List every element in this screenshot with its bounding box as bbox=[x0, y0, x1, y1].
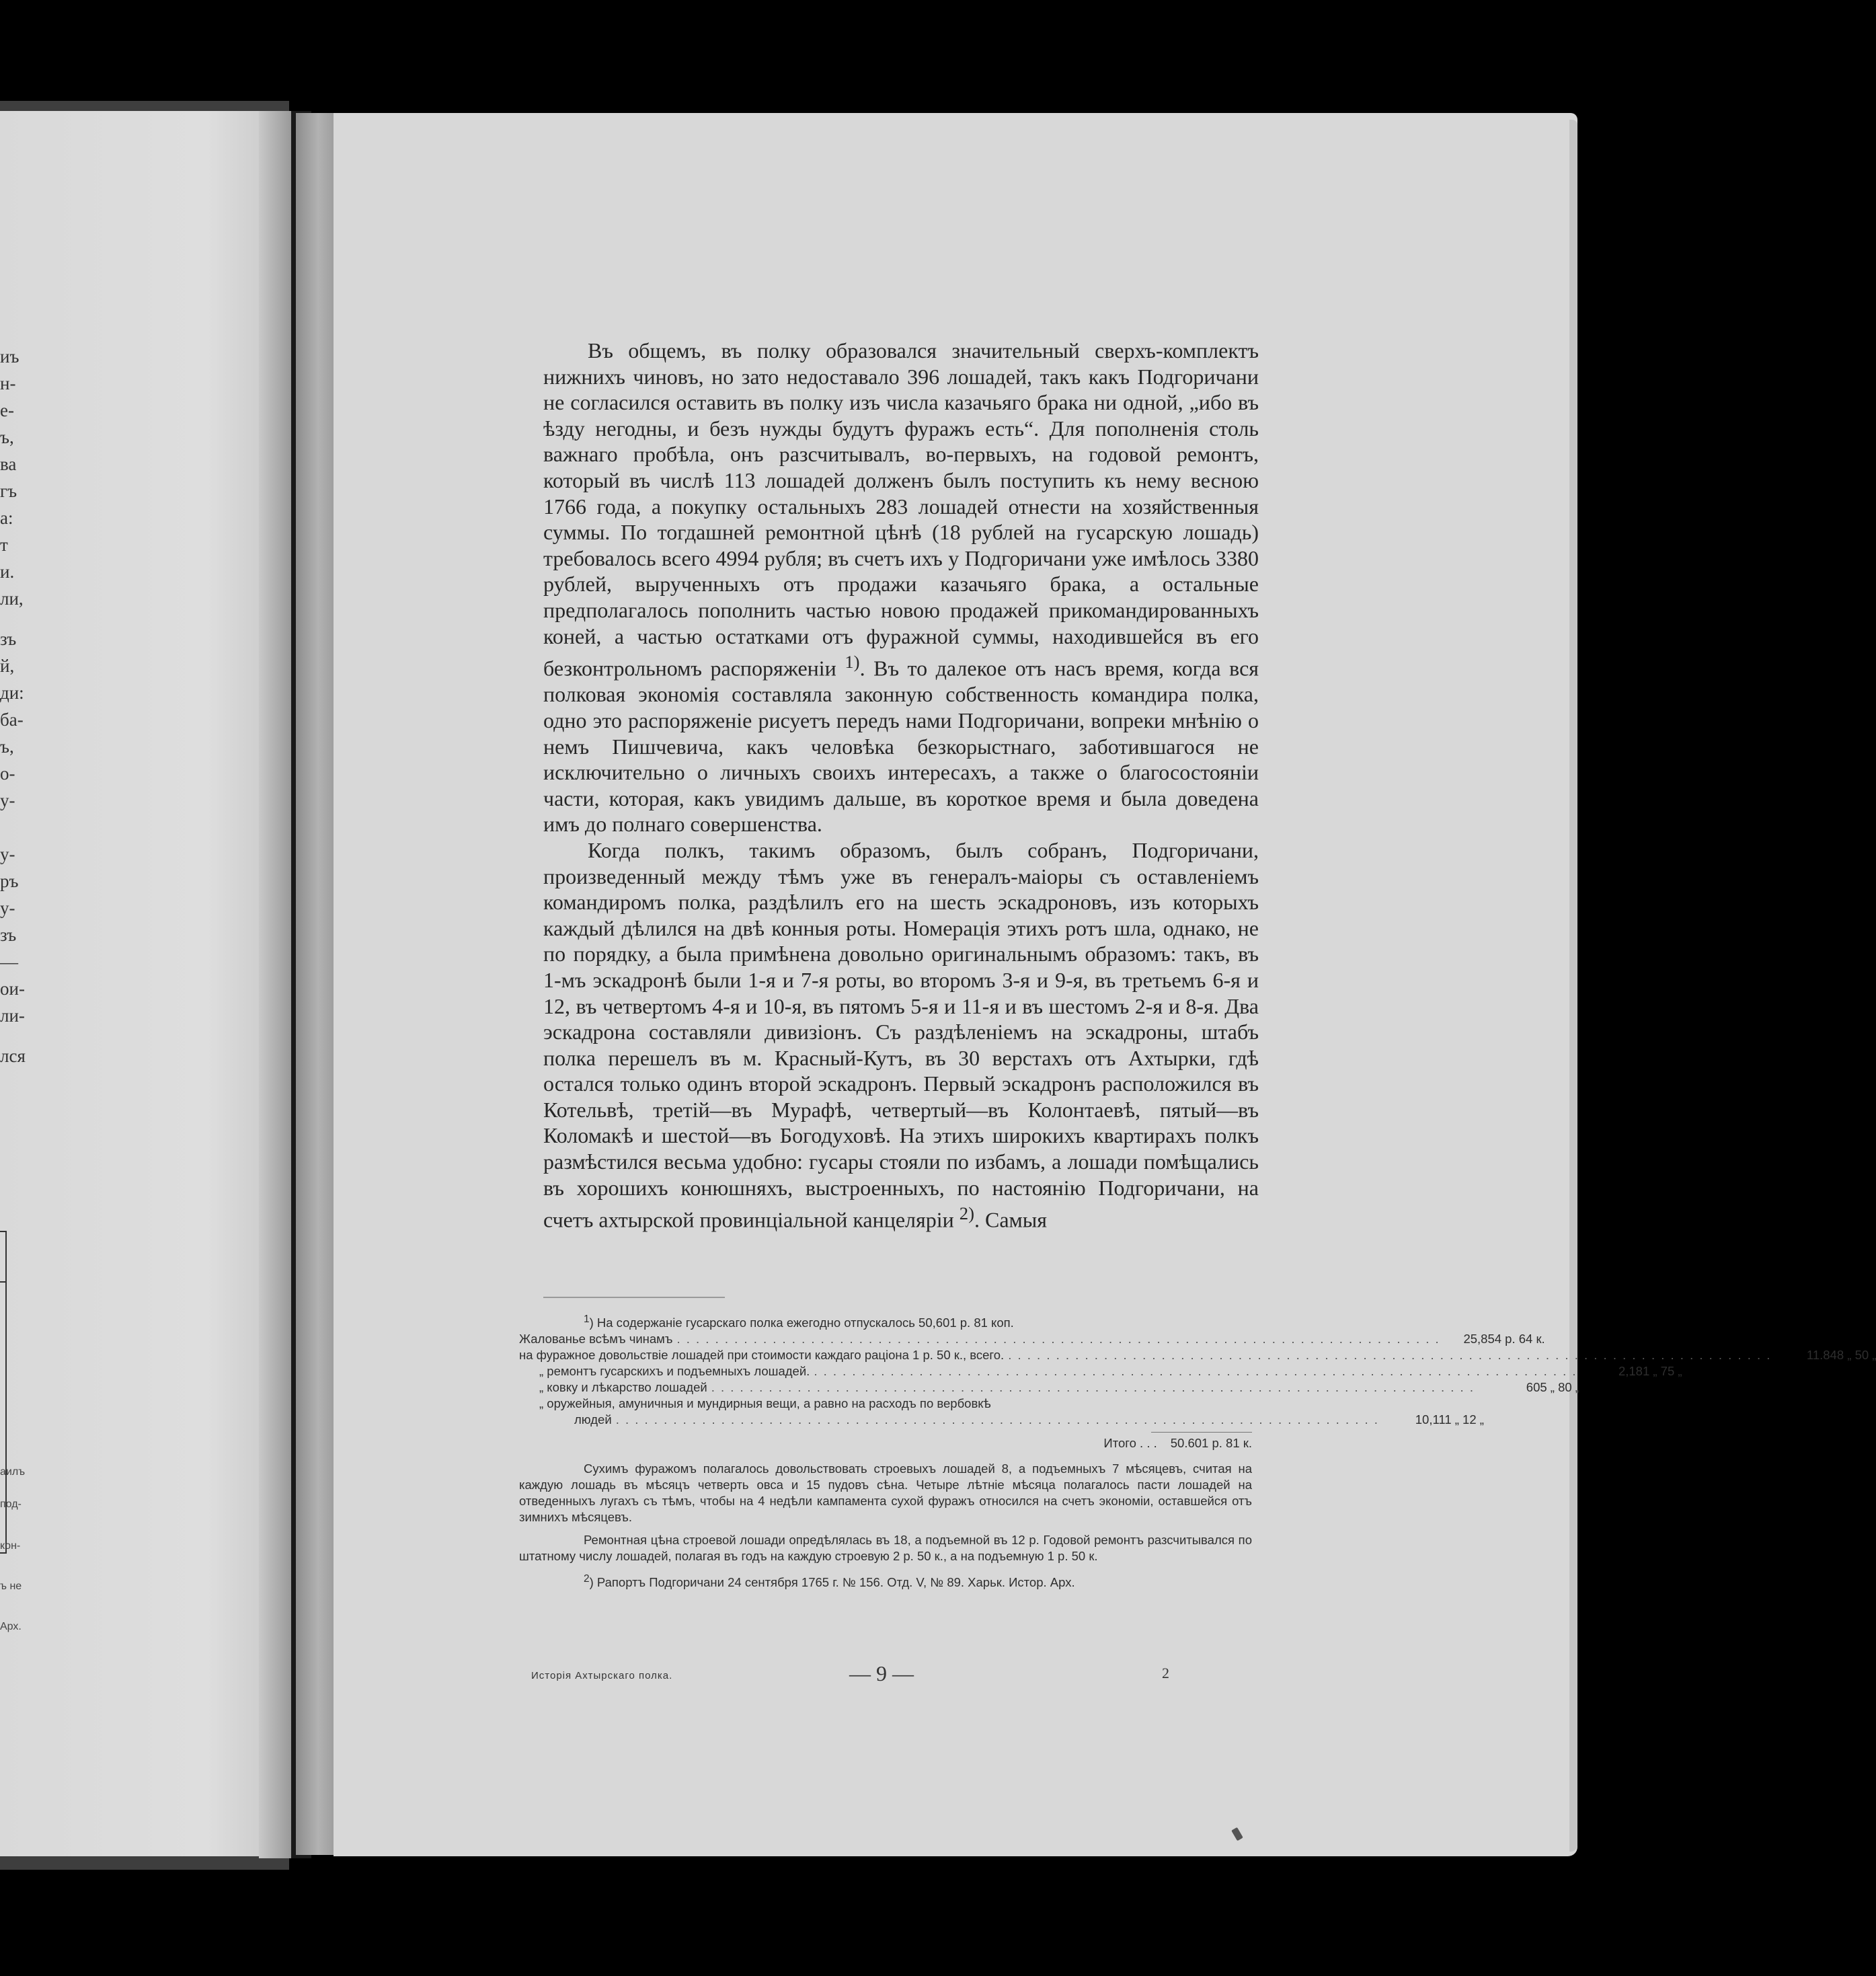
paragraph-2 bbox=[543, 837, 1259, 1233]
budget-row-label: „ оружейныя, амуничныя и мундирныя вещи, а равно на расходъ по вербовкѣ bbox=[539, 1396, 991, 1411]
total-label: Итого . . . bbox=[1103, 1436, 1157, 1451]
paragraph-2-end: . Самыя bbox=[974, 1207, 1047, 1232]
budget-row bbox=[519, 1347, 1876, 1363]
dot-leader: . . . . . . . . . . . . . . . . . . . . . . . . . . . . . . . . . . . . . . . . . . . . . . . . . . . . . . . . . . . . . . . . . . . . . . . . . . . . . . . . bbox=[1008, 1348, 1772, 1363]
footnote-2-text: ) Рапортъ Подгоричани 24 сентября 1765 г. № 156. Отд. V, № 89. Харьк. Истор. Арх. bbox=[589, 1575, 1075, 1590]
footnote-1-heading-text: ) На содержаніе гусарскаго полка ежегодно отпускалось 50,601 р. 81 коп. bbox=[589, 1316, 1014, 1330]
left-page-fragment: иъ bbox=[0, 346, 19, 367]
footnote-marker: 2) bbox=[959, 1203, 974, 1224]
footnote-1-marker: 1 bbox=[584, 1314, 590, 1325]
left-page-spine bbox=[259, 111, 291, 1858]
footnote-marker: 1) bbox=[845, 652, 860, 673]
left-page-fragment: ои- bbox=[0, 979, 25, 999]
budget-row bbox=[519, 1379, 1579, 1396]
left-page-fragment: а: bbox=[0, 508, 13, 528]
left-page-fragment: й, bbox=[0, 656, 15, 676]
dot-leader: . . . . . . . . . . . . . . . . . . . . . . . . . . . . . . . . . . . . . . . . . . . . . . . . . . . . . . . . . . . . . . . . . . . . . . . . . . . . . . . . bbox=[711, 1380, 1475, 1395]
left-page bbox=[0, 111, 259, 1856]
left-page-fragment: ъ, bbox=[0, 736, 14, 757]
left-page-fragment: у- bbox=[0, 790, 15, 810]
dot-leader: . . . . . . . . . . . . . . . . . . . . . . . . . . . . . . . . . . . . . . . . . . . . . . . . . . . . . . . . . . . . . . . . . . . . . . . . . . . . . . . . bbox=[814, 1364, 1577, 1379]
footnote-paragraph-remount: Ремонтная цѣна строевой лошади опредѣлялась въ 18, а подъемной въ 12 р. Годовой ремонтъ разсчитывался по штатному числу лошадей, полагая въ годъ на каждую строевую 2 р. 50 к., а на подъемную 1 р. 50 к. bbox=[519, 1533, 1252, 1564]
footnote-2 bbox=[519, 1571, 1252, 1591]
footnote-marker-number: 2 bbox=[959, 1203, 969, 1224]
left-page-fragment: зъ bbox=[0, 925, 17, 945]
paragraph-1-continuation: . Въ то далекое отъ насъ время, когда вся полковая экономія составляла законную собственность командира полка, одно это распоряженіе рисуетъ передъ нами Подгоричани, вопреки мнѣнію о немъ Пишчевича, какъ человѣка безкорыстнаго, заботившагося не исключительно о личныхъ своихъ интересахъ, а также о благосостояніи части, которая, какъ увидимъ дальше, въ короткое время и была доведена имъ до полнаго совершенства. bbox=[543, 656, 1259, 837]
paragraph-1 bbox=[543, 338, 1259, 837]
left-page-fragment: — bbox=[0, 952, 18, 972]
footnote-rule bbox=[543, 1297, 725, 1298]
footnote-2-marker: 2 bbox=[584, 1573, 590, 1585]
right-page-edge bbox=[1569, 120, 1577, 1852]
footnote-marker-number: 1 bbox=[845, 652, 854, 673]
budget-row bbox=[519, 1363, 1682, 1379]
dot-leader: . . . . . . . . . . . . . . . . . . . . . . . . . . . . . . . . . . . . . . . . . . . . . . . . . . . . . . . . . . . . . . . . . . . . . . . . . . . . . . . . bbox=[615, 1412, 1379, 1427]
left-page-fragment: гъ bbox=[0, 481, 17, 501]
budget-row-label: „ ковку и лѣкарство лошадей bbox=[539, 1380, 707, 1395]
left-page-fragment: и. bbox=[0, 562, 15, 582]
budget-row bbox=[519, 1412, 1484, 1428]
budget-row-amount: 605 „ 80 „ bbox=[1526, 1380, 1579, 1395]
budget-row-label: „ ремонтъ гусарскихъ и подъемныхъ лошадей. bbox=[539, 1364, 810, 1379]
left-page-fragment: ба- bbox=[0, 710, 24, 730]
footnotes bbox=[519, 1312, 1876, 1591]
left-page-fragment: у- bbox=[0, 898, 15, 918]
footnote-1-heading bbox=[519, 1312, 1252, 1331]
left-page-fragment: ъ, bbox=[0, 427, 14, 447]
total-rule bbox=[1151, 1432, 1252, 1433]
left-page-fragment: ди: bbox=[0, 683, 24, 703]
left-page-fragment: ва bbox=[0, 454, 17, 474]
left-page-table-rule bbox=[0, 1281, 5, 1283]
budget-row-amount: 2,181 „ 75 „ bbox=[1618, 1364, 1682, 1379]
paragraph-2-text: Когда полкъ, такимъ образомъ, былъ собранъ, Подгоричани, произведенный между тѣмъ уже въ генералъ-маіоры съ оставленіемъ командиромъ полка, раздѣлилъ его на шесть эскадроновъ, изъ которыхъ каждый дѣлился на двѣ конныя роты. Номерація этихъ ротъ шла, однако, не по порядку, а была примѣнена довольно оригинальнымъ образомъ: такъ, въ 1-мъ эскадронѣ были 1-я и 7-я роты, во второмъ 3-я и 9-я, въ третьемъ 6-я и 12, въ четвертомъ 4-я и 10-я, въ пятомъ 5-я и 11-я и въ шестомъ 2-я и 8-я. Два эскадрона составляли дивизіонъ. Съ раздѣленіемъ на эскадроны, штабъ полка перешелъ въ м. Красный-Кутъ, въ 30 верстахъ отъ Ахтырки, гдѣ остался только одинъ второй эскадронъ. Первый эскадронъ расположился въ Котельвѣ, третій—въ Мурафѣ, четвертый—въ Колонтаевѣ, пятый—въ Коломакѣ и шестой—въ Богодуховѣ. На этихъ широкихъ квартирахъ полкъ размѣстился весьма удобно: гусары стояли по избамъ, а лошади помѣщались въ хорошихъ конюшняхъ, выстроенныхъ, по настоянію Подгоричани, на счетъ ахтырской провинціальной канцеляріи bbox=[543, 837, 1259, 1232]
budget-row-label: на фуражное довольствіе лошадей при стоимости каждаго раціона 1 р. 50 к., всего. bbox=[519, 1348, 1005, 1363]
budget-row-amount: 10,111 „ 12 „ bbox=[1415, 1412, 1484, 1427]
budget-row-label: Жалованье всѣмъ чинамъ bbox=[519, 1332, 673, 1346]
left-page-fragment: зъ bbox=[0, 629, 17, 649]
budget-table bbox=[519, 1331, 1876, 1428]
body-text bbox=[543, 338, 1259, 1233]
budget-row-label: людей bbox=[574, 1412, 612, 1427]
left-page-footnote-fragment: кон- bbox=[0, 1540, 21, 1552]
left-page-footnote-fragment: под- bbox=[0, 1498, 22, 1510]
paragraph-1-text: Въ общемъ, въ полку образовался значительный сверхъ-комплектъ нижнихъ чиновъ, но зато недоставало 396 лошадей, такъ какъ Подгоричани не согласился оставить въ полку изъ числа казачьяго брака ни одной, „ибо въ ѣзду негодны, и безъ нужды будутъ фуражъ есть“. Для пополненія столь важнаго пробѣла, онъ разсчитывалъ, во-первыхъ, на годовой ремонтъ, который въ числѣ 113 лошадей долженъ былъ поступить къ нему весною 1766 года, а покупку остальныхъ 283 лошадей отнести на хозяйственныя суммы. По тогдашней ремонтной цѣнѣ (18 рублей на гусарскую лошадь) требовалось всего 4994 рубля; въ счетъ ихъ у Подгоричани уже имѣлось 3380 рублей, вырученныхъ отъ продажи казачьяго брака, а остальные предполагалось пополнить частью новою продажей прикомандированныхъ коней, а частью остатками отъ фуражной суммы, находившейся въ его безконтрольномъ распоряженіи bbox=[543, 338, 1259, 681]
budget-row-amount: 25,854 р. 64 к. bbox=[1463, 1332, 1545, 1346]
budget-row bbox=[519, 1396, 1252, 1412]
left-page-fragment: н- bbox=[0, 373, 16, 393]
binding-strip bbox=[296, 113, 334, 1855]
running-footer-title: Исторія Ахтырскаго полка. bbox=[531, 1670, 673, 1681]
left-page-fragment: лся bbox=[0, 1046, 26, 1066]
left-page-fragment: у- bbox=[0, 844, 15, 864]
left-page-fragment: ли, bbox=[0, 588, 24, 609]
footnote-paragraph-forage: Сухимъ фуражомъ полагалось довольствовать строевыхъ лошадей 8, а подъемныхъ 7 мѣсяцевъ, считая на каждую лошадь въ мѣсяцъ четверть овса и 15 пудовъ сѣна. Четыре лѣтніе мѣсяца полагалось пасти лошадей на отведенныхъ лугахъ съ тѣмъ, чтобы на 4 недѣли кампамента сухой фуражъ относился на счетъ экономіи, оставшейся отъ зимнихъ мѣсяцевъ. bbox=[519, 1461, 1252, 1525]
total-amount: 50.601 р. 81 к. bbox=[1170, 1436, 1252, 1451]
left-page-fragment: е- bbox=[0, 400, 14, 420]
dot-leader: . . . . . . . . . . . . . . . . . . . . . . . . . . . . . . . . . . . . . . . . . . . . . . . . . . . . . . . . . . . . . . . . . . . . . . . . . . . . . . . . bbox=[676, 1332, 1440, 1346]
left-page-fragment: ръ bbox=[0, 871, 19, 891]
left-page-footnote-fragment: ъ не bbox=[0, 1581, 22, 1592]
page-number: — 9 — bbox=[849, 1661, 914, 1685]
left-page-footnote-fragment: Арх. bbox=[0, 1621, 22, 1632]
left-page-fragment: о- bbox=[0, 763, 15, 784]
budget-total bbox=[519, 1435, 1252, 1451]
budget-row-amount: 11.848 „ 50 „ bbox=[1806, 1348, 1876, 1363]
left-page-fragment: т bbox=[0, 535, 8, 555]
left-page-footnote-fragment: аилъ bbox=[0, 1466, 26, 1478]
signature-mark: 2 bbox=[1162, 1665, 1169, 1681]
budget-row bbox=[519, 1331, 1545, 1347]
left-page-fragment: ли- bbox=[0, 1005, 25, 1026]
